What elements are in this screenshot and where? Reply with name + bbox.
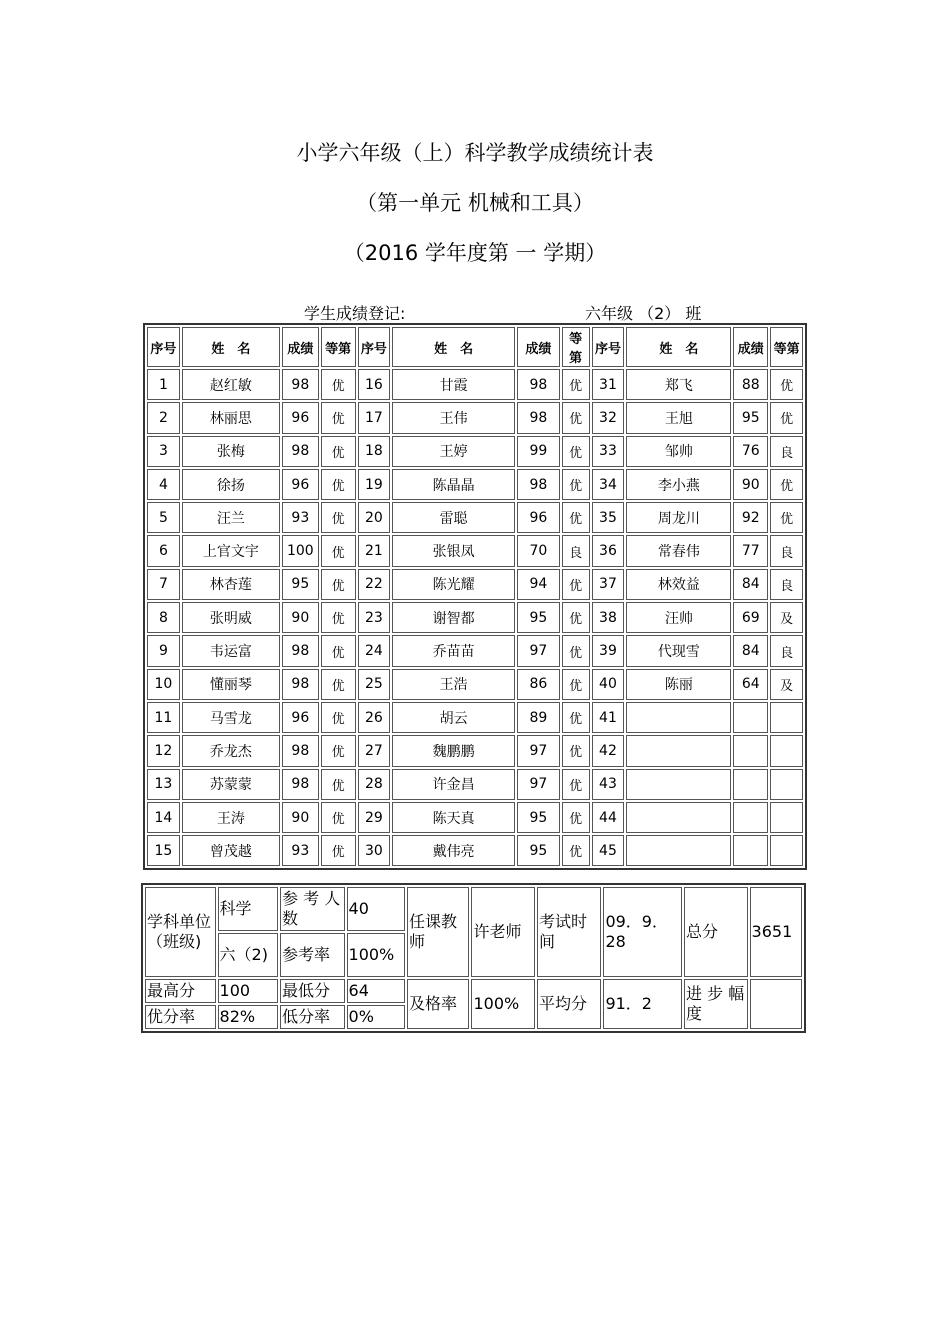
- header-cell-score: 成绩: [733, 327, 768, 367]
- cell-name: 马雪龙: [182, 702, 280, 733]
- table-row: [147, 469, 803, 500]
- cell-score: [733, 735, 768, 766]
- header-cell-name: 姓 名: [626, 327, 731, 367]
- cell-level: 优: [562, 702, 590, 733]
- cell-level: 优: [562, 569, 590, 600]
- cell-level: 优: [562, 769, 590, 800]
- header-cell-score: 成绩: [282, 327, 319, 367]
- cell-name: [626, 702, 731, 733]
- cell-seq: 41: [592, 702, 625, 733]
- cell-seq: 12: [147, 735, 180, 766]
- class-value: 六（2): [218, 933, 278, 977]
- cell-level: 良: [770, 436, 803, 467]
- cell-level: 优: [321, 702, 356, 733]
- cell-level: 优: [321, 402, 356, 433]
- cell-score: 92: [733, 502, 768, 533]
- cell-level: 优: [562, 669, 590, 700]
- cell-score: 96: [282, 402, 319, 433]
- cell-level: [770, 735, 803, 766]
- table-row: [147, 402, 803, 433]
- table-row: [147, 802, 803, 833]
- cell-name: 王伟: [392, 402, 515, 433]
- cell-level: [770, 835, 803, 866]
- cell-level: 优: [770, 469, 803, 500]
- cell-name: 苏蒙蒙: [182, 769, 280, 800]
- cell-score: 90: [733, 469, 768, 500]
- cell-name: 魏鹏鹏: [392, 735, 515, 766]
- cell-name: 韦运富: [182, 635, 280, 666]
- cell-level: 优: [321, 602, 356, 633]
- cell-seq: 15: [147, 835, 180, 866]
- cell-name: 王旭: [626, 402, 731, 433]
- cell-seq: 26: [358, 702, 391, 733]
- cell-name: 王涛: [182, 802, 280, 833]
- cell-level: 良: [562, 535, 590, 566]
- cell-level: 优: [562, 802, 590, 833]
- cell-score: 97: [517, 635, 560, 666]
- table-row: [147, 735, 803, 766]
- cell-level: 优: [770, 369, 803, 400]
- cell-seq: 14: [147, 802, 180, 833]
- cell-name: 邹帅: [626, 436, 731, 467]
- table-row: [147, 602, 803, 633]
- table-row: [147, 502, 803, 533]
- cell-name: 陈天真: [392, 802, 515, 833]
- cell-name: 乔龙杰: [182, 735, 280, 766]
- cell-seq: 3: [147, 436, 180, 467]
- cell-score: [733, 702, 768, 733]
- cell-level: 优: [562, 369, 590, 400]
- header-cell-seq: 序号: [592, 327, 625, 367]
- cell-seq: 38: [592, 602, 625, 633]
- cell-level: 优: [770, 502, 803, 533]
- cell-seq: 40: [592, 669, 625, 700]
- average-value: 91．2: [603, 979, 682, 1029]
- cell-name: 懂丽琴: [182, 669, 280, 700]
- header-cell-name: 姓 名: [182, 327, 280, 367]
- cell-seq: 24: [358, 635, 391, 666]
- cell-seq: 23: [358, 602, 391, 633]
- pass-rate-label: 及格率: [407, 979, 469, 1029]
- document-title: 小学六年级（上）科学教学成绩统计表: [296, 141, 654, 165]
- cell-score: 96: [517, 502, 560, 533]
- cell-level: 优: [562, 635, 590, 666]
- cell-score: 64: [733, 669, 768, 700]
- cell-name: 王浩: [392, 669, 515, 700]
- cell-seq: 37: [592, 569, 625, 600]
- cell-seq: 32: [592, 402, 625, 433]
- cell-seq: 21: [358, 535, 391, 566]
- cell-name: 陈丽: [626, 669, 731, 700]
- cell-name: 曾茂越: [182, 835, 280, 866]
- cell-score: 77: [733, 535, 768, 566]
- cell-score: 89: [517, 702, 560, 733]
- teacher-value: 许老师: [471, 887, 534, 977]
- cell-name: [626, 835, 731, 866]
- cell-seq: 30: [358, 835, 391, 866]
- cell-name: 代现雪: [626, 635, 731, 666]
- cell-name: 赵红敏: [182, 369, 280, 400]
- cell-seq: 9: [147, 635, 180, 666]
- participants-value: 40: [347, 887, 405, 931]
- low-rate-label: 低分率: [280, 1005, 345, 1029]
- subject-value: 科学: [218, 887, 278, 931]
- table-row: [147, 769, 803, 800]
- pass-rate-value: 100%: [471, 979, 534, 1029]
- header-cell-level: 等第: [562, 327, 590, 367]
- cell-seq: 34: [592, 469, 625, 500]
- cell-level: 优: [562, 735, 590, 766]
- cell-score: 97: [517, 735, 560, 766]
- cell-seq: 45: [592, 835, 625, 866]
- header-cell-level: 等第: [321, 327, 356, 367]
- cell-name: 林效益: [626, 569, 731, 600]
- cell-name: 乔苗苗: [392, 635, 515, 666]
- cell-level: 良: [770, 635, 803, 666]
- cell-name: [626, 802, 731, 833]
- min-score-value: 64: [347, 979, 405, 1003]
- cell-score: 86: [517, 669, 560, 700]
- participation-rate-value: 100%: [347, 933, 405, 977]
- cell-name: 周龙川: [626, 502, 731, 533]
- cell-name: 林杏莲: [182, 569, 280, 600]
- cell-name: 许金昌: [392, 769, 515, 800]
- cell-level: 良: [770, 569, 803, 600]
- teacher-label: 任课教师: [407, 887, 469, 977]
- summary-table: [141, 883, 806, 1033]
- exam-time-value: 09．9．28: [603, 887, 682, 977]
- cell-seq: 44: [592, 802, 625, 833]
- cell-name: 戴伟亮: [392, 835, 515, 866]
- cell-seq: 36: [592, 535, 625, 566]
- max-score-value: 100: [218, 979, 278, 1003]
- cell-level: 优: [562, 502, 590, 533]
- header-cell-level: 等第: [770, 327, 803, 367]
- participants-label: 参 考 人数: [280, 887, 345, 931]
- cell-name: 郑飞: [626, 369, 731, 400]
- table-row: [147, 635, 803, 666]
- cell-score: 93: [282, 502, 319, 533]
- cell-name: 上官文宇: [182, 535, 280, 566]
- cell-score: 93: [282, 835, 319, 866]
- cell-level: 优: [321, 669, 356, 700]
- cell-level: [770, 769, 803, 800]
- participation-rate-label: 参考率: [280, 933, 345, 977]
- cell-score: 90: [282, 802, 319, 833]
- cell-name: 汪帅: [626, 602, 731, 633]
- table-row: [147, 702, 803, 733]
- cell-seq: 27: [358, 735, 391, 766]
- cell-score: 90: [282, 602, 319, 633]
- cell-name: 雷聪: [392, 502, 515, 533]
- cell-seq: 33: [592, 436, 625, 467]
- cell-level: 优: [321, 769, 356, 800]
- cell-seq: 16: [358, 369, 391, 400]
- table-row: [147, 535, 803, 566]
- cell-score: 94: [517, 569, 560, 600]
- table-row: [147, 669, 803, 700]
- cell-level: 优: [321, 469, 356, 500]
- cell-seq: 29: [358, 802, 391, 833]
- header-cell-seq: 序号: [358, 327, 391, 367]
- cell-seq: 8: [147, 602, 180, 633]
- excellent-rate-label: 优分率: [145, 1005, 216, 1029]
- cell-name: 徐扬: [182, 469, 280, 500]
- header-cell-name: 姓 名: [392, 327, 515, 367]
- cell-seq: 6: [147, 535, 180, 566]
- cell-level: 优: [562, 835, 590, 866]
- progress-value: [750, 979, 802, 1029]
- cell-score: 84: [733, 569, 768, 600]
- subject-unit-label: 学科单位（班级): [145, 887, 216, 977]
- cell-name: 张银凤: [392, 535, 515, 566]
- cell-seq: 2: [147, 402, 180, 433]
- cell-score: 69: [733, 602, 768, 633]
- table-row: [147, 436, 803, 467]
- progress-label: 进 步 幅度: [684, 979, 747, 1029]
- table-row: [147, 835, 803, 866]
- grade-table-header: [147, 327, 803, 367]
- exam-time-label: 考试时间: [537, 887, 602, 977]
- cell-level: 优: [321, 436, 356, 467]
- cell-score: [733, 835, 768, 866]
- cell-score: 99: [517, 436, 560, 467]
- cell-level: [770, 702, 803, 733]
- header-cell-seq: 序号: [147, 327, 180, 367]
- cell-score: 76: [733, 436, 768, 467]
- cell-score: [733, 769, 768, 800]
- cell-level: 优: [321, 835, 356, 866]
- cell-name: 胡云: [392, 702, 515, 733]
- cell-level: 优: [321, 369, 356, 400]
- cell-score: 95: [517, 802, 560, 833]
- cell-level: 优: [562, 602, 590, 633]
- cell-seq: 13: [147, 769, 180, 800]
- cell-level: 优: [562, 469, 590, 500]
- cell-seq: 39: [592, 635, 625, 666]
- cell-score: 98: [282, 369, 319, 400]
- cell-seq: 28: [358, 769, 391, 800]
- excellent-rate-value: 82%: [218, 1005, 278, 1029]
- cell-seq: 35: [592, 502, 625, 533]
- cell-level: 优: [321, 535, 356, 566]
- cell-name: [626, 769, 731, 800]
- cell-seq: 31: [592, 369, 625, 400]
- header-cell-score: 成绩: [517, 327, 560, 367]
- cell-name: 林丽思: [182, 402, 280, 433]
- cell-level: 及: [770, 602, 803, 633]
- cell-score: 98: [517, 469, 560, 500]
- register-class: 六年级 （2） 班: [585, 304, 702, 323]
- cell-score: 98: [282, 735, 319, 766]
- cell-score: 95: [517, 835, 560, 866]
- cell-seq: 18: [358, 436, 391, 467]
- cell-seq: 17: [358, 402, 391, 433]
- cell-score: [733, 802, 768, 833]
- cell-level: 良: [770, 535, 803, 566]
- cell-score: 98: [517, 402, 560, 433]
- cell-name: 谢智都: [392, 602, 515, 633]
- cell-level: 优: [321, 502, 356, 533]
- document-subtitle-unit: （第一单元 机械和工具）: [356, 191, 594, 215]
- cell-score: 98: [282, 769, 319, 800]
- min-score-label: 最低分: [280, 979, 345, 1003]
- cell-level: 优: [562, 436, 590, 467]
- cell-seq: 43: [592, 769, 625, 800]
- cell-seq: 4: [147, 469, 180, 500]
- low-rate-value: 0%: [347, 1005, 405, 1029]
- cell-level: 优: [321, 802, 356, 833]
- cell-level: 优: [562, 402, 590, 433]
- cell-name: 甘霞: [392, 369, 515, 400]
- cell-seq: 11: [147, 702, 180, 733]
- cell-score: 84: [733, 635, 768, 666]
- cell-seq: 25: [358, 669, 391, 700]
- document-subtitle-term: （2016 学年度第 一 学期）: [343, 241, 607, 265]
- table-row: [147, 569, 803, 600]
- cell-seq: 1: [147, 369, 180, 400]
- cell-name: 李小燕: [626, 469, 731, 500]
- cell-seq: 20: [358, 502, 391, 533]
- cell-seq: 5: [147, 502, 180, 533]
- cell-seq: 19: [358, 469, 391, 500]
- cell-score: 88: [733, 369, 768, 400]
- cell-score: 98: [282, 635, 319, 666]
- cell-seq: 7: [147, 569, 180, 600]
- cell-level: 优: [770, 402, 803, 433]
- cell-level: [770, 802, 803, 833]
- cell-level: 及: [770, 669, 803, 700]
- register-label: 学生成绩登记:: [304, 304, 406, 323]
- cell-score: 98: [517, 369, 560, 400]
- cell-score: 70: [517, 535, 560, 566]
- average-label: 平均分: [537, 979, 602, 1029]
- cell-seq: 22: [358, 569, 391, 600]
- cell-name: 常春伟: [626, 535, 731, 566]
- total-value: 3651: [750, 887, 802, 977]
- cell-score: 95: [282, 569, 319, 600]
- cell-level: 优: [321, 735, 356, 766]
- cell-score: 96: [282, 702, 319, 733]
- cell-name: 张梅: [182, 436, 280, 467]
- cell-score: 98: [282, 436, 319, 467]
- cell-score: 95: [733, 402, 768, 433]
- cell-level: 优: [321, 569, 356, 600]
- cell-name: 王婷: [392, 436, 515, 467]
- cell-level: 优: [321, 635, 356, 666]
- cell-name: 张明威: [182, 602, 280, 633]
- cell-score: 98: [282, 669, 319, 700]
- cell-name: 陈晶晶: [392, 469, 515, 500]
- total-label: 总分: [684, 887, 747, 977]
- table-row: [147, 369, 803, 400]
- cell-score: 95: [517, 602, 560, 633]
- cell-score: 100: [282, 535, 319, 566]
- cell-score: 97: [517, 769, 560, 800]
- cell-seq: 10: [147, 669, 180, 700]
- cell-name: 汪兰: [182, 502, 280, 533]
- cell-seq: 42: [592, 735, 625, 766]
- grade-table: [143, 323, 807, 870]
- max-score-label: 最高分: [145, 979, 216, 1003]
- cell-name: [626, 735, 731, 766]
- cell-score: 96: [282, 469, 319, 500]
- cell-name: 陈光耀: [392, 569, 515, 600]
